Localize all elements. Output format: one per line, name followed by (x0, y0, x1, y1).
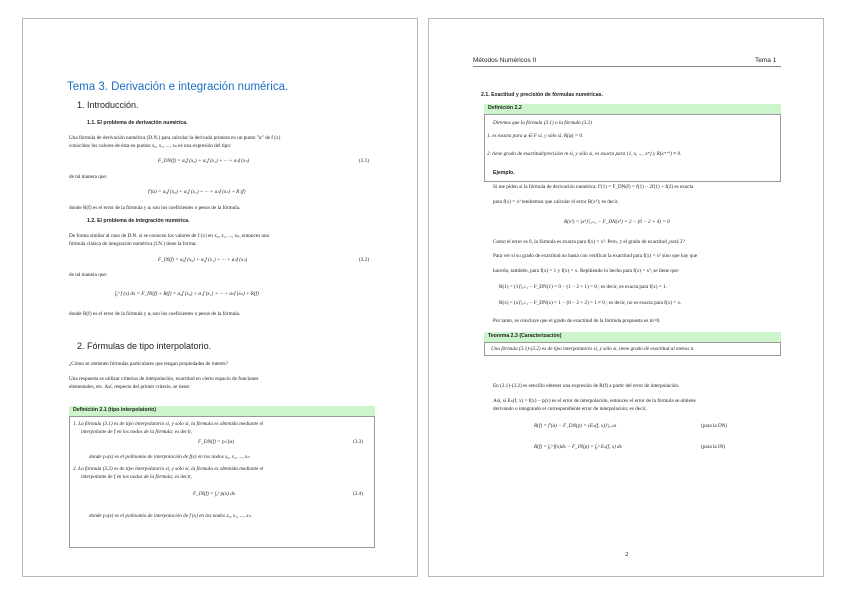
definition-line: donde pₙ(x) es el polinomio de interpolación de f(x) en los nodos x₀, x₁, ..., xₙ. (89, 454, 251, 460)
paragraph-line: de tal manera que: (69, 272, 108, 278)
equation-3-3: F_DN(f) = pₙ′(α) (198, 439, 234, 445)
example-line: Para ver si su grado de exactitud no basta con verificar la exactitud para f(x) = x² sino que hay que (493, 253, 698, 259)
equation-number: (3.4) (353, 491, 363, 497)
definition-line: interpolante de f en los nodos de la fórmula; es decir, (81, 429, 192, 435)
equation-error-dn: R(f) = f′(α) − F_DN(p) = (Eₙ(f, x))′|ₓ₌α (534, 423, 617, 429)
section-2-heading: 2. Fórmulas de tipo interpolatorio. (77, 341, 212, 351)
definition-2-1-title: Definición 2.1 (tipo interpolatorio) (73, 407, 156, 413)
paragraph-line: fórmula clásica de integración numérica (I.N.) tiene la forma: (69, 241, 197, 247)
example-bullet: R(x) = (x)′|ₓ₌₁ − F_DN(x) = 1 − (0 − 2 + 2) = 1 ≠ 0 ; es decir, no es exacta para f(x) = x. (499, 300, 682, 306)
section-2-1-heading: 2.1. Exactitud y precisión de fórmulas numéricas. (481, 92, 603, 98)
definition-2-2-header (484, 104, 781, 114)
equation-derivative: f′(α) = α₀f (x₀) + α₁f (x₁) + ··· + αₙf (xₙ) + R (f) (148, 189, 246, 195)
running-header-left: Métodos Numéricos II (473, 57, 537, 64)
example-line: Como el error es 0, la fórmula es exacta para f(x) = x³. Pero, y el grado de exactitud ¿será 2? (493, 239, 685, 245)
equation-note: (para la IN) (701, 444, 726, 450)
equation-number: (3.2) (359, 257, 369, 263)
equation-3-2: F_IN(f) = α₀f (x₀) + α₁f (x₁) + ··· + αₙf (xₙ) (158, 257, 248, 263)
example-bullet: R(1) = (1)′|ₓ₌₁ − F_DN(1) = 0 − (1 − 2 + 1) = 0 ; es decir, es exacta para f(x) = 1. (499, 284, 667, 290)
paragraph-line: Una fórmula de derivación numérica (D.N.) para calcular la derivada primera en un punto "α" de f (x) (69, 135, 281, 141)
paragraph-line: conocidos los valores de ésta en puntos x₀, x₁, ..., xₙ es una expresión del tipo: (69, 143, 232, 149)
page-number: 2 (625, 551, 629, 558)
paragraph-line: elementales, etc. Así, respecto del primer criterio, se tiene: (69, 384, 191, 390)
chapter-title: Tema 3. Derivación e integración numérica. (67, 81, 289, 93)
paragraph-line: Así, si Eₙ(f, x) = f(x) − p(x) es el error de interpolación, entonces el error de la fórmula se obtiene (493, 398, 696, 404)
definition-line: Diremos que la fórmula (3.1) o la fórmula (3.2) (493, 120, 592, 126)
paragraph-line: donde R(f) es el error de la fórmula y αᵢ son los coeficientes o pesos de la fórmula. (69, 311, 241, 317)
theorem-2-3-title: Teorema 2.3 (Caracterización) (488, 333, 562, 339)
example-equation: R(x³) = (x³)′|ₓ₌₁ − F_DN(x³) = 2 − (0 − 2 + 4) = 0 (564, 219, 670, 225)
definition-line: 2. La fórmula (3.2) es de tipo interpolatorio si, y sólo si, la fórmula es obtenida mediante el (73, 466, 264, 472)
definition-2-1-header (69, 406, 375, 416)
equation-3-1: F_DN(f) = α₀f (x₀) + α₁f (x₁) + ··· + αₙf (xₙ) (158, 158, 250, 164)
paragraph-line: de tal manera que: (69, 174, 108, 180)
equation-integral: ∫ₐᵇ f (x) dx = F_IN(f) + R(f) = α₀f (x₀) + α₁f (x₁) + ··· + αₙf (xₙ) + R(f) (115, 291, 259, 297)
theorem-text: Una fórmula (3.1)-(3.2) es de tipo interpolatorio si, y sólo si, tiene grado de exactitud al menos n. (491, 346, 695, 352)
equation-error-in: R(f) = ∫ₐᵇ f(x)dx − F_IN(p) = ∫ₐᵇ Eₙ(f, x) dx (534, 444, 622, 450)
paragraph-line: derivando o integrando el correspondiente error de interpolación; es decir, (493, 406, 647, 412)
theorem-2-3-header (484, 332, 781, 342)
section-1-2-heading: 1.2. El problema de integración numérica. (87, 218, 190, 224)
definition-2-2-title: Definición 2.2 (488, 105, 522, 111)
document-page-left (22, 18, 418, 577)
paragraph-line: ¿Cómo se obtienen fórmulas particulares que tengan propiedades de interés? (69, 361, 228, 367)
equation-number: (3.3) (353, 439, 363, 445)
equation-number: (3.1) (359, 158, 369, 164)
example-line: para f(x) = x³ tendremos que calcular el error R(x³); es decir, (493, 199, 619, 205)
paragraph-line: Una respuesta es utilizar criterios de interpolación, exactitud en cierto espacio de funciones (69, 376, 259, 382)
equation-3-4: F_IN(f) = ∫ₐᵇ p(x) dx (193, 491, 236, 497)
running-header-right: Tema 1 (755, 57, 777, 64)
document-page-right (428, 18, 824, 577)
example-conclusion: Por tanto, se concluye que el grado de exactitud de la fórmula propuesta es m=0. (493, 318, 661, 324)
paragraph-line: donde R(f) es el error de la fórmula y αᵢ son los coeficientes o pesos de la fórmula. (69, 205, 241, 211)
section-1-heading: 1. Introducción. (77, 100, 139, 110)
definition-line: interpolante de f en los nodos de la fórmula; es decir, (81, 474, 192, 480)
section-1-1-heading: 1.1. El problema de derivación numérica. (87, 120, 188, 126)
definition-line: donde pₙ(x) es el polinomio de interpolación de f (x) en los nodos x₀, x₁, ..., xₙ. (89, 513, 252, 519)
paragraph-line: En (3.1)-(3.2) es sencillo obtener una expresión de R(f) a partir del error de interpolación. (493, 383, 680, 389)
definition-line: 1. es exacta para φ ∈ F si, y sólo si, R(φ) = 0. (487, 133, 584, 139)
definition-line: 1. La fórmula (3.1) es de tipo interpolatorio si, y sólo si, la fórmula es obtenida mediante el (73, 421, 264, 427)
paragraph-line: De forma similar al caso de D.N. si se conocen los valores de f (x) en x₀, x₁, ..., xₙ, entonces una (69, 233, 269, 239)
example-line: hacerlo, también, para f(x) = 1 y f(x) = x. Repitiendo lo hecho para f(x) = x³, se tiene que: (493, 268, 680, 274)
definition-line: 2. tiene grado de exactitud/precisión m si, y sólo si, es exacta para {1, x, ..., xᵐ} y R(xᵐ⁺¹) ≠ 0. (487, 151, 682, 157)
equation-note: (para la DN) (701, 423, 728, 429)
example-title: Ejemplo. (493, 170, 515, 176)
example-line: Si me piden si la fórmula de derivación numérica: f′(1) = F_DN(f) = f(1) − 2f(1) + f(2) es exacta (493, 184, 694, 190)
header-rule (473, 66, 781, 67)
